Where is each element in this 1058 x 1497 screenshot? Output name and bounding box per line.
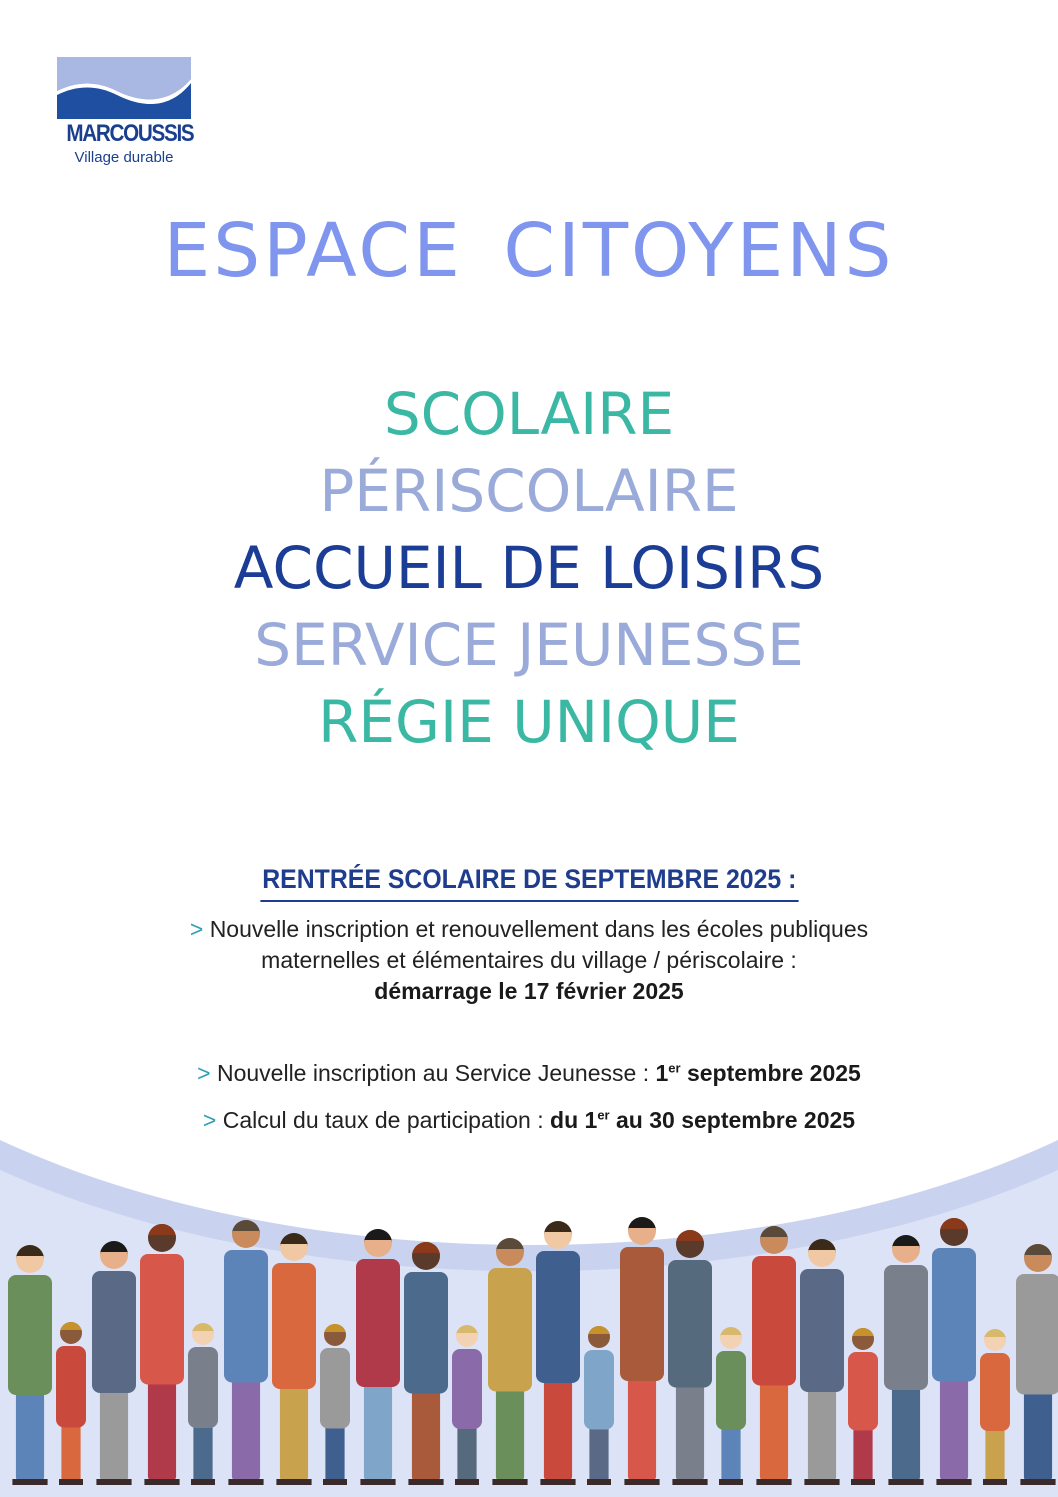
figure-shoes [719,1479,743,1485]
info-date: démarrage le 17 février 2025 [374,978,684,1004]
figure-body [356,1259,400,1387]
figure-body [668,1260,712,1388]
figure-body [584,1350,614,1430]
figure-shoes [191,1479,215,1485]
figure-body [848,1352,878,1431]
info-text: Calcul du taux de participation : [222,1107,544,1133]
chevron-right-icon: > [197,1060,211,1086]
figure-shoes [492,1479,527,1485]
figure-shoes [144,1479,179,1485]
figure-body [488,1268,532,1392]
people-crowd-illustration [0,1130,1058,1497]
info-date: 1er septembre 2025 [655,1060,861,1086]
info-text: Nouvelle inscription au Service Jeunesse : [216,1060,650,1086]
info-item-service-jeunesse [0,1058,1058,1089]
services-list [0,376,1058,761]
figure-shoes [983,1479,1007,1485]
figure-shoes [540,1479,575,1485]
figure-shoes [228,1479,263,1485]
figure-body [884,1265,928,1390]
figure-shoes [12,1479,47,1485]
info-text: Nouvelle inscription et renouvellement dans les écoles publiques [209,916,869,942]
service-accueil-loisirs: ACCUEIL DE LOISIRS [233,534,825,602]
figure-legs [628,1364,656,1479]
rentree-heading: RENTRÉE SCOLAIRE DE SEPTEMBRE 2025 : [260,864,798,902]
service-scolaire: SCOLAIRE [383,380,675,448]
figure-shoes [624,1479,659,1485]
figure-legs [544,1366,572,1480]
info-date: du 1er au 30 septembre 2025 [550,1107,856,1133]
figure-shoes [455,1479,479,1485]
figure-body [272,1263,316,1389]
figure-legs [232,1366,260,1480]
figure-legs [940,1365,968,1480]
figure-body [8,1275,52,1395]
figure-body [56,1346,86,1428]
figure-body [92,1271,136,1393]
rentree-section [0,864,1058,902]
figure-shoes [888,1479,923,1485]
service-periscolaire: PÉRISCOLAIRE [319,457,739,525]
figure-body [452,1349,482,1429]
figure-shoes [1020,1479,1055,1485]
figure-shoes [587,1479,611,1485]
logo-tagline: Village durable [74,149,174,166]
logo-wave-icon [57,57,191,119]
figure-body [188,1347,218,1428]
figure-shoes [59,1479,83,1485]
figure-body [140,1254,184,1385]
figure-shoes [276,1479,311,1485]
logo-name: MARCOUSSIS [66,120,194,147]
figure-shoes [851,1479,875,1485]
figure-body [320,1348,350,1429]
figure-body [1016,1274,1058,1395]
chevron-right-icon: > [189,916,204,942]
figure-body [404,1272,448,1394]
service-jeunesse: SERVICE JEUNESSE [254,611,804,679]
figure-shoes [408,1479,443,1485]
figure-body [800,1269,844,1392]
figure-body [980,1353,1010,1431]
figure-body [620,1247,664,1381]
figure-body [932,1248,976,1382]
figure-shoes [323,1479,347,1485]
figure-shoes [672,1479,707,1485]
info-item-inscription-ecoles [0,914,1058,1007]
figure-body [752,1256,796,1386]
service-regie-unique: RÉGIE UNIQUE [318,688,740,756]
info-text: maternelles et élémentaires du village / périscolaire : [261,947,797,973]
figure-body [716,1351,746,1430]
figure-body [224,1250,268,1383]
figure-shoes [96,1479,131,1485]
figure-shoes [936,1479,971,1485]
figure-shoes [756,1479,791,1485]
page-title: ESPACE CITOYENS [163,208,895,294]
figure-body [536,1251,580,1383]
chevron-right-icon: > [202,1107,217,1133]
figure-shoes [804,1479,839,1485]
figure-shoes [360,1479,395,1485]
marcoussis-logo [57,57,194,169]
